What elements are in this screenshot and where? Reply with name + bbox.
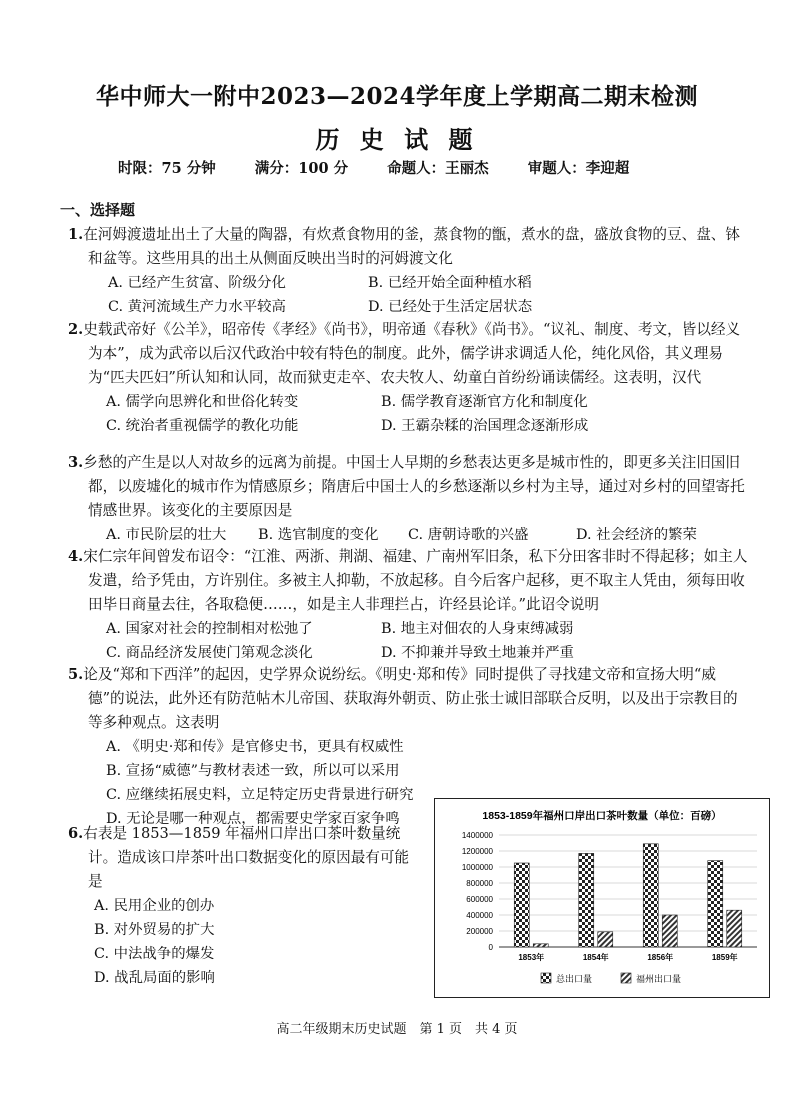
option-c[interactable]: C. 中法战争的爆发: [94, 946, 215, 962]
exam-title: 华中师大一附中2023—2024学年度上学期高二期末检测: [95, 83, 699, 110]
bar-total-3: [708, 861, 723, 947]
reviewer: 审题人：李迎超: [527, 160, 630, 177]
option-a[interactable]: A. 民用企业的创办: [94, 898, 215, 914]
exam-meta: [118, 157, 663, 178]
option-a[interactable]: A. 已经产生贫富、阶级分化: [108, 275, 286, 291]
option-d[interactable]: D. 社会经济的繁荣: [576, 527, 697, 543]
option-d[interactable]: D. 王霸杂糅的治国理念逐渐形成: [381, 418, 589, 434]
y-tick-label: 1200000: [461, 847, 493, 856]
full-score: 满分：100 分: [254, 160, 349, 177]
bar-total-2: [643, 844, 658, 947]
chart-svg: [435, 799, 769, 997]
option-list: [68, 894, 416, 990]
option-d[interactable]: D. 已经处于生活定居状态: [368, 299, 533, 315]
option-c[interactable]: C. 应继续拓展史料，立足特定历史背景进行研究: [106, 787, 414, 803]
x-tick-label: 1856年: [647, 953, 674, 962]
question-6: [68, 822, 416, 990]
y-tick-label: 0: [488, 943, 493, 952]
option-list: [68, 390, 748, 438]
option-c[interactable]: C. 统治者重视儒学的教化功能: [106, 418, 299, 434]
y-tick-label: 400000: [466, 911, 493, 920]
option-b[interactable]: B. 宣扬“威德”与教材表述一致，所以可以采用: [106, 763, 400, 779]
y-tick-label: 1000000: [461, 863, 493, 872]
option-b[interactable]: B. 已经开始全面种植水稻: [368, 275, 532, 291]
y-tick-label: 800000: [466, 879, 493, 888]
question-stem: 1.在河姆渡遗址出土了大量的陶器，有炊煮食物用的釜，蒸食物的甑，煮水的盘，盛放食物的豆、盘、钵和盆等。这些用具的出土从侧面反映出当时的河姆渡文化: [68, 226, 740, 267]
option-a[interactable]: A. 儒学向思辨化和世俗化转变: [106, 394, 299, 410]
option-c[interactable]: C. 唐朝诗歌的兴盛: [408, 527, 529, 543]
legend-label: 福州出口量: [636, 974, 682, 984]
y-tick-label: 600000: [466, 895, 493, 904]
option-b[interactable]: B. 对外贸易的扩大: [94, 922, 215, 938]
exam-subtitle: 历 史 试 题: [315, 125, 479, 154]
question-1: [68, 223, 748, 319]
option-d[interactable]: D. 战乱局面的影响: [94, 970, 215, 986]
option-list: [68, 271, 748, 319]
section-heading: 一、选择题: [60, 201, 136, 219]
option-c[interactable]: C. 商品经济发展使门第观念淡化: [106, 645, 313, 661]
question-3: [68, 451, 748, 547]
question-4: [68, 545, 748, 665]
option-b[interactable]: B. 选官制度的变化: [258, 527, 379, 543]
question-stem: 4.宋仁宗年间曾发布诏令：“江淮、两浙、荆湖、福建、广南州军旧条，私下分田客非时不得起移；如主人发遣，给予凭由，方许别住。多被主人抑勒，不放起移。自今后客户起移，更不取主人凭由，须每田收田毕日商量去往，各取稳便……，如是主人非理拦占，许经县论详。”此诏令说明: [68, 548, 748, 613]
bar-fuzhou-0: [533, 944, 548, 947]
question-stem: 5.论及“郑和下西洋”的起因，史学界众说纷纭。《明史·郑和传》同时提供了寻找建文帝和宣扬大明“威德”的说法，此外还有防范帖木儿帝国、获取海外朝贡、防止张士诚旧部联合反明，以及出于宗教目的等多种观点。这表明: [68, 666, 738, 731]
bar-fuzhou-1: [598, 932, 613, 947]
legend-swatch: [621, 973, 631, 983]
x-tick-label: 1859年: [711, 953, 738, 962]
page-footer: 高二年级期末历史试题 第 1 页 共 4 页: [276, 1022, 518, 1037]
question-stem: 2.史载武帝好《公羊》，昭帝传《孝经》《尚书》，明帝通《春秋》《尚书》。“议礼、制度、考文，皆以经义为本”，成为武帝以后汉代政治中较有特色的制度。此外，儒学讲求调适人伦，纯化风俗，其义理易为“匹夫匹妇”所认知和认同，故而狱吏走卒、农夫牧人、幼童白首纷纷诵读儒经。这表明，汉代: [68, 321, 741, 386]
bar-fuzhou-3: [727, 910, 742, 947]
author: 命题人：王丽杰: [387, 160, 489, 177]
bar-fuzhou-2: [662, 915, 677, 947]
legend-swatch: [541, 973, 551, 983]
legend-label: 总出口量: [556, 974, 593, 984]
option-a[interactable]: A. 《明史·郑和传》是官修史书，更具有权威性: [106, 739, 404, 755]
option-b[interactable]: B. 儒学教育逐渐官方化和制度化: [381, 394, 588, 410]
option-list: [68, 617, 748, 665]
option-b[interactable]: B. 地主对佃农的人身束缚减弱: [381, 621, 574, 637]
x-tick-label: 1853年: [518, 953, 545, 962]
option-d[interactable]: D. 无论是哪一种观点，都需要史学家百家争鸣: [106, 811, 400, 827]
time-limit: 时限：75 分钟: [118, 160, 216, 177]
option-a[interactable]: A. 国家对社会的控制相对松弛了: [106, 621, 313, 637]
y-tick-label: 200000: [466, 927, 493, 936]
y-tick-label: 1400000: [461, 831, 493, 840]
option-d[interactable]: D. 不抑兼并导致土地兼并严重: [381, 645, 574, 661]
option-a[interactable]: A. 市民阶层的壮大: [106, 527, 227, 543]
bar-total-0: [514, 863, 529, 947]
question-stem: 6.右表是 1853—1859 年福州口岸出口茶叶数量统计。造成该口岸茶叶出口数据变化的原因最有可能是: [68, 825, 410, 890]
chart-title: 1853-1859年福州口岸出口茶叶数量（单位：百磅）: [482, 810, 722, 822]
option-c[interactable]: C. 黄河流域生产力水平较高: [108, 299, 286, 315]
question-stem: 3.乡愁的产生是以人对故乡的远离为前提。中国士人早期的乡愁表达更多是城市性的，即更多关注旧国旧都，以废墟化的城市作为情感原乡；隋唐后中国士人的乡愁逐渐以乡村为主导，通过对乡村的回望寄托情感世界。该变化的主要原因是: [68, 454, 745, 519]
bar-total-1: [579, 853, 594, 947]
x-tick-label: 1854年: [582, 953, 609, 962]
option-list: [68, 523, 748, 547]
tea-export-chart: [434, 798, 770, 998]
question-2: [68, 318, 748, 438]
